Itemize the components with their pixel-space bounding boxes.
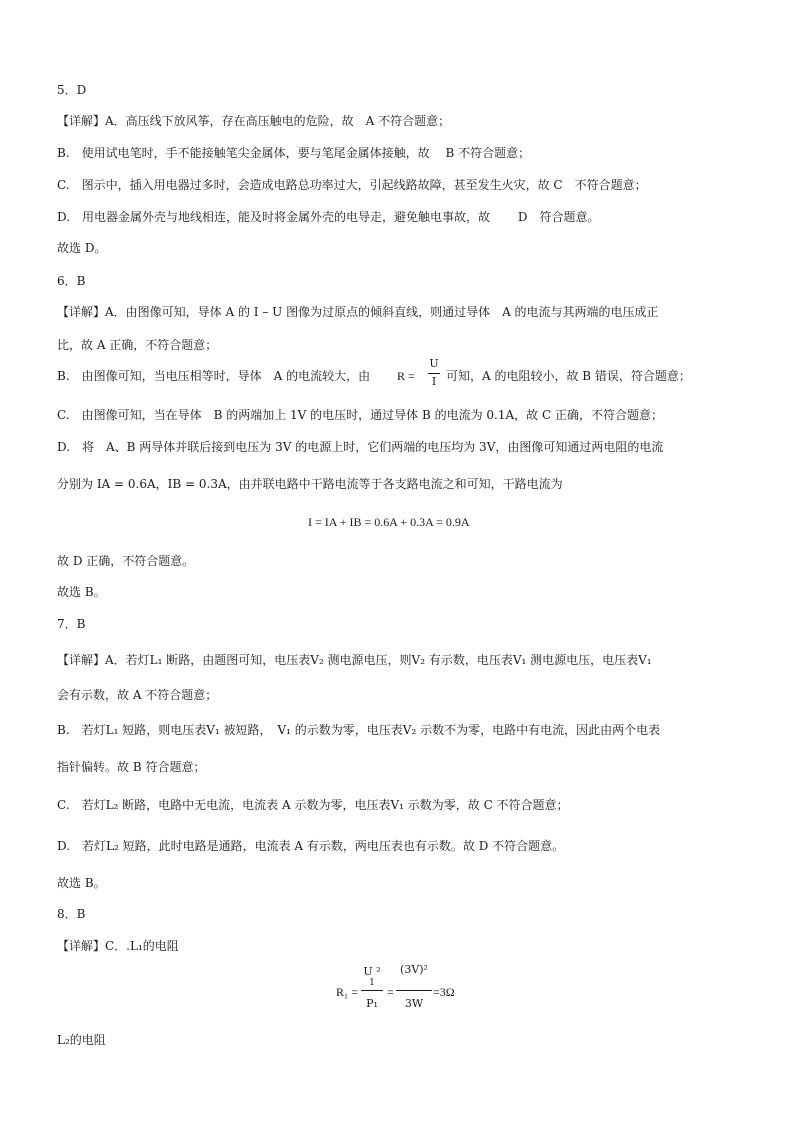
q8-r1-result: =3Ω bbox=[433, 985, 455, 999]
q6-option-b-pre: B. 由图像可知，当电压相等时，导体 A 的电流较大，由 bbox=[57, 369, 371, 383]
q7-option-a-line1: 【详解】A．若灯L₁ 断路，由题图可知，电压表V₂ 测电源电压，则V₂ 有示数，电压表V₁ 测电源电压，电压表V₁ bbox=[57, 653, 652, 667]
q6-b-fraction-numerator: U bbox=[429, 357, 439, 370]
q8-r1-numerator-2: (3V)² bbox=[400, 963, 428, 976]
q6-b-fraction-denominator: I bbox=[431, 375, 437, 388]
q5-option-b: B. 使用试电笔时，手不能接触笔尖金属体，要与笔尾金属体接触，故 B 不符合题意； bbox=[57, 146, 531, 160]
q6-option-a-line1: 【详解】A．由图像可知，导体 A 的 I – U 图像为过原点的倾斜直线，则通过导体 A 的电流与其两端的电压成正 bbox=[57, 305, 659, 319]
q6-option-d-line2: 分别为 IA = 0.6A，IB = 0.3A，由并联电路中干路电流等于各支路电流之和可知，干路电流为 bbox=[57, 477, 563, 491]
q5-option-d: D. 用电器金属外壳与地线相连，能及时将金属外壳的电导走，避免触电事故，故 D 符合题意。 bbox=[57, 210, 600, 224]
q6-total-current-formula: I = IA + IB = 0.6A + 0.3A = 0.9A bbox=[308, 515, 470, 529]
q7-option-b-line2: 指针偏转。故 B 符合题意； bbox=[57, 760, 206, 774]
q6-b-equation-lhs: R = bbox=[397, 369, 415, 383]
q6-option-d-line1: D. 将 A、B 两导体并联后接到电压为 3V 的电源上时，它们两端的电压均为 3V，由图像可知通过两电阻的电流 bbox=[57, 440, 664, 454]
q8-l2-resistance: L₂的电阻 bbox=[57, 1033, 106, 1047]
q6-b-fraction-bar bbox=[428, 373, 440, 374]
q7-option-c: C. 若灯L₂ 断路，电路中无电流，电流表 A 示数为零，电压表V₁ 示数为零，故 C 不符合题意； bbox=[57, 798, 569, 812]
q5-answer: 故选 D。 bbox=[57, 241, 107, 255]
q8-r1-lhs: R₁ = bbox=[336, 985, 358, 999]
q8-r1-numerator: U ² bbox=[363, 965, 381, 978]
q8-r1-denominator: P₁ bbox=[366, 997, 378, 1010]
q6-answer: 故选 B。 bbox=[57, 585, 106, 599]
q8-r1-numerator-subscript: 1 bbox=[369, 978, 375, 988]
q7-option-a-line2: 会有示数，故 A 不符合题意； bbox=[57, 688, 218, 702]
q5-number: 5．D bbox=[57, 83, 87, 97]
q8-r1-denominator-2: 3W bbox=[404, 997, 424, 1010]
q8-r1-fraction-bar bbox=[361, 990, 383, 991]
q8-number: 8．B bbox=[57, 907, 86, 921]
q6-option-b-post: 可知，A 的电阻较小，故 B 错误，符合题意； bbox=[446, 369, 691, 383]
q7-answer: 故选 B。 bbox=[57, 876, 106, 890]
q8-option-c: 【详解】C．.L₁的电阻 bbox=[57, 939, 179, 953]
q8-r1-fraction-bar-2 bbox=[396, 990, 432, 991]
q5-option-a: 【详解】A．高压线下放风筝，存在高压触电的危险，故 A 不符合题意； bbox=[57, 114, 451, 128]
q7-number: 7．B bbox=[57, 617, 86, 631]
q6-option-d-conclusion: 故 D 正确，不符合题意。 bbox=[57, 554, 195, 568]
q6-option-c: C. 由图像可知，当在导体 B 的两端加上 1V 的电压时，通过导体 B 的电流为 0.1A，故 C 正确，不符合题意； bbox=[57, 408, 663, 422]
q6-number: 6．B bbox=[57, 274, 86, 288]
q7-option-d: D. 若灯L₂ 短路，此时电路是通路，电流表 A 有示数，两电压表也有示数。故 D 不符合题意。 bbox=[57, 839, 565, 853]
q7-option-b-line1: B. 若灯L₁ 短路，则电压表V₁ 被短路， V₁ 的示数为零，电压表V₂ 示数不为零，电路中有电流，因此由两个电表 bbox=[57, 723, 661, 737]
q8-r1-equals: = bbox=[387, 985, 394, 999]
q6-option-a-line2: 比，故 A 正确，不符合题意； bbox=[57, 338, 218, 352]
q5-option-c: C. 图示中，插入用电器过多时，会造成电路总功率过大，引起线路故障，甚至发生火灾，故 C 不符合题意； bbox=[57, 178, 647, 192]
